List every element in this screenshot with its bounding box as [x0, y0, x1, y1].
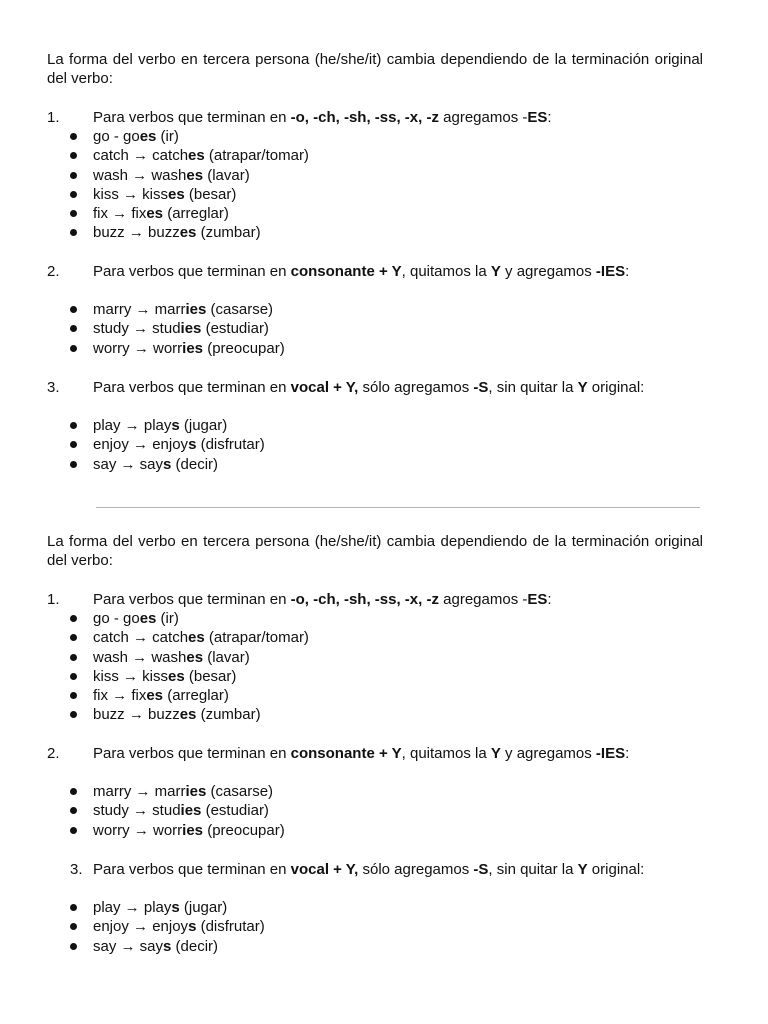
bullet-icon	[70, 133, 77, 140]
example-list	[47, 300, 703, 358]
list-item	[47, 223, 703, 242]
rule-number: 1.	[47, 591, 60, 608]
example-text: go - goes (ir)	[93, 128, 179, 145]
bullet-icon	[70, 692, 77, 699]
example-list	[47, 898, 703, 956]
bullet-icon	[70, 325, 77, 332]
example-list	[47, 782, 703, 840]
rule-group-1	[47, 108, 703, 243]
example-text: fix → fixes (arreglar)	[93, 687, 229, 705]
list-item	[47, 801, 703, 820]
bullet-icon	[70, 827, 77, 834]
bullet-icon	[70, 461, 77, 468]
example-text: go - goes (ir)	[93, 610, 179, 627]
example-text: marry → marries (casarse)	[93, 301, 274, 318]
bullet-icon	[70, 711, 77, 718]
list-item	[47, 705, 703, 724]
section-1	[47, 50, 703, 473]
bullet-icon	[70, 673, 77, 680]
rule-heading-text: Para verbos que terminan en consonante + Y, quitamos la Y y agregamos -IES:	[93, 745, 630, 762]
list-item	[47, 185, 703, 204]
rule-heading	[47, 860, 703, 879]
rule-number: 1.	[47, 109, 60, 126]
list-item	[47, 300, 703, 319]
example-text: play → plays (jugar)	[93, 417, 228, 434]
example-list	[47, 127, 703, 243]
list-item	[47, 609, 703, 628]
rule-heading-text: Para verbos que terminan en -o, -ch, -sh, -ss, -x, -z agregamos -ES:	[93, 109, 552, 126]
list-item	[47, 667, 703, 686]
rule-heading	[47, 378, 703, 397]
rule-heading-text: Para verbos que terminan en vocal + Y, sólo agregamos -S, sin quitar la Y original:	[93, 379, 645, 396]
list-item	[47, 648, 703, 667]
list-item	[47, 416, 703, 435]
example-text: enjoy → enjoys (disfrutar)	[93, 918, 265, 936]
bullet-icon	[70, 654, 77, 661]
bullet-icon	[70, 345, 77, 352]
example-text: say → says (decir)	[93, 937, 219, 955]
rule-number: 3.	[47, 379, 60, 396]
list-item	[47, 204, 703, 223]
rule-group-3	[47, 860, 703, 956]
example-text: kiss → kisses (besar)	[93, 667, 237, 685]
example-text: study → studies (estudiar)	[93, 802, 269, 820]
list-item	[47, 455, 703, 474]
rule-heading	[47, 744, 703, 763]
rule-number: 2.	[47, 263, 60, 280]
rule-heading	[47, 262, 703, 281]
bullet-icon	[70, 923, 77, 930]
example-text: worry → worries (preocupar)	[93, 821, 285, 839]
list-item	[47, 782, 703, 801]
intro-paragraph: La forma del verbo en tercera persona (he/she/it) cambia dependiendo de la terminación original del verbo:	[47, 51, 703, 87]
bullet-icon	[70, 422, 77, 429]
list-item	[47, 339, 703, 358]
list-item	[47, 686, 703, 705]
example-text: kiss → kisses (besar)	[93, 185, 237, 203]
example-text: marry → marries (casarse)	[93, 783, 274, 800]
example-text: buzz → buzzes (zumbar)	[93, 224, 261, 242]
list-item	[47, 127, 703, 146]
example-text: wash → washes (lavar)	[93, 648, 250, 666]
bullet-icon	[70, 210, 77, 217]
list-item	[47, 435, 703, 454]
bullet-icon	[70, 441, 77, 448]
example-text: buzz → buzzes (zumbar)	[93, 706, 261, 724]
bullet-icon	[70, 152, 77, 159]
bullet-icon	[70, 615, 77, 622]
rule-heading-text: Para verbos que terminan en -o, -ch, -sh, -ss, -x, -z agregamos -ES:	[93, 591, 552, 608]
rule-group-2	[47, 744, 703, 840]
rule-heading-text: Para verbos que terminan en vocal + Y, sólo agregamos -S, sin quitar la Y original:	[93, 861, 645, 878]
rule-group-2	[47, 262, 703, 358]
list-item	[47, 898, 703, 917]
bullet-icon	[70, 943, 77, 950]
bullet-icon	[70, 229, 77, 236]
bullet-icon	[70, 191, 77, 198]
example-list	[47, 609, 703, 725]
list-item	[47, 628, 703, 647]
example-list	[47, 416, 703, 474]
example-text: play → plays (jugar)	[93, 899, 228, 916]
list-item	[47, 917, 703, 936]
intro-paragraph: La forma del verbo en tercera persona (he/she/it) cambia dependiendo de la terminación original del verbo:	[47, 533, 703, 569]
section-2	[47, 532, 703, 955]
example-text: wash → washes (lavar)	[93, 166, 250, 184]
list-item	[47, 146, 703, 165]
bullet-icon	[70, 904, 77, 911]
bullet-icon	[70, 634, 77, 641]
rule-group-1	[47, 590, 703, 725]
rule-heading-text: Para verbos que terminan en consonante + Y, quitamos la Y y agregamos -IES:	[93, 263, 630, 280]
example-text: fix → fixes (arreglar)	[93, 205, 229, 223]
bullet-icon	[70, 306, 77, 313]
rule-number: 3.	[70, 861, 83, 878]
rule-number: 2.	[47, 745, 60, 762]
example-text: study → studies (estudiar)	[93, 320, 269, 338]
list-item	[47, 821, 703, 840]
example-text: worry → worries (preocupar)	[93, 339, 285, 357]
example-text: say → says (decir)	[93, 455, 219, 473]
example-text: enjoy → enjoys (disfrutar)	[93, 436, 265, 454]
bullet-icon	[70, 172, 77, 179]
rule-group-3	[47, 378, 703, 474]
horizontal-divider	[96, 507, 700, 508]
rule-heading	[47, 590, 703, 609]
rule-heading	[47, 108, 703, 127]
list-item	[47, 937, 703, 956]
bullet-icon	[70, 807, 77, 814]
bullet-icon	[70, 788, 77, 795]
list-item	[47, 166, 703, 185]
list-item	[47, 319, 703, 338]
example-text: catch → catches (atrapar/tomar)	[93, 147, 309, 165]
example-text: catch → catches (atrapar/tomar)	[93, 629, 309, 647]
